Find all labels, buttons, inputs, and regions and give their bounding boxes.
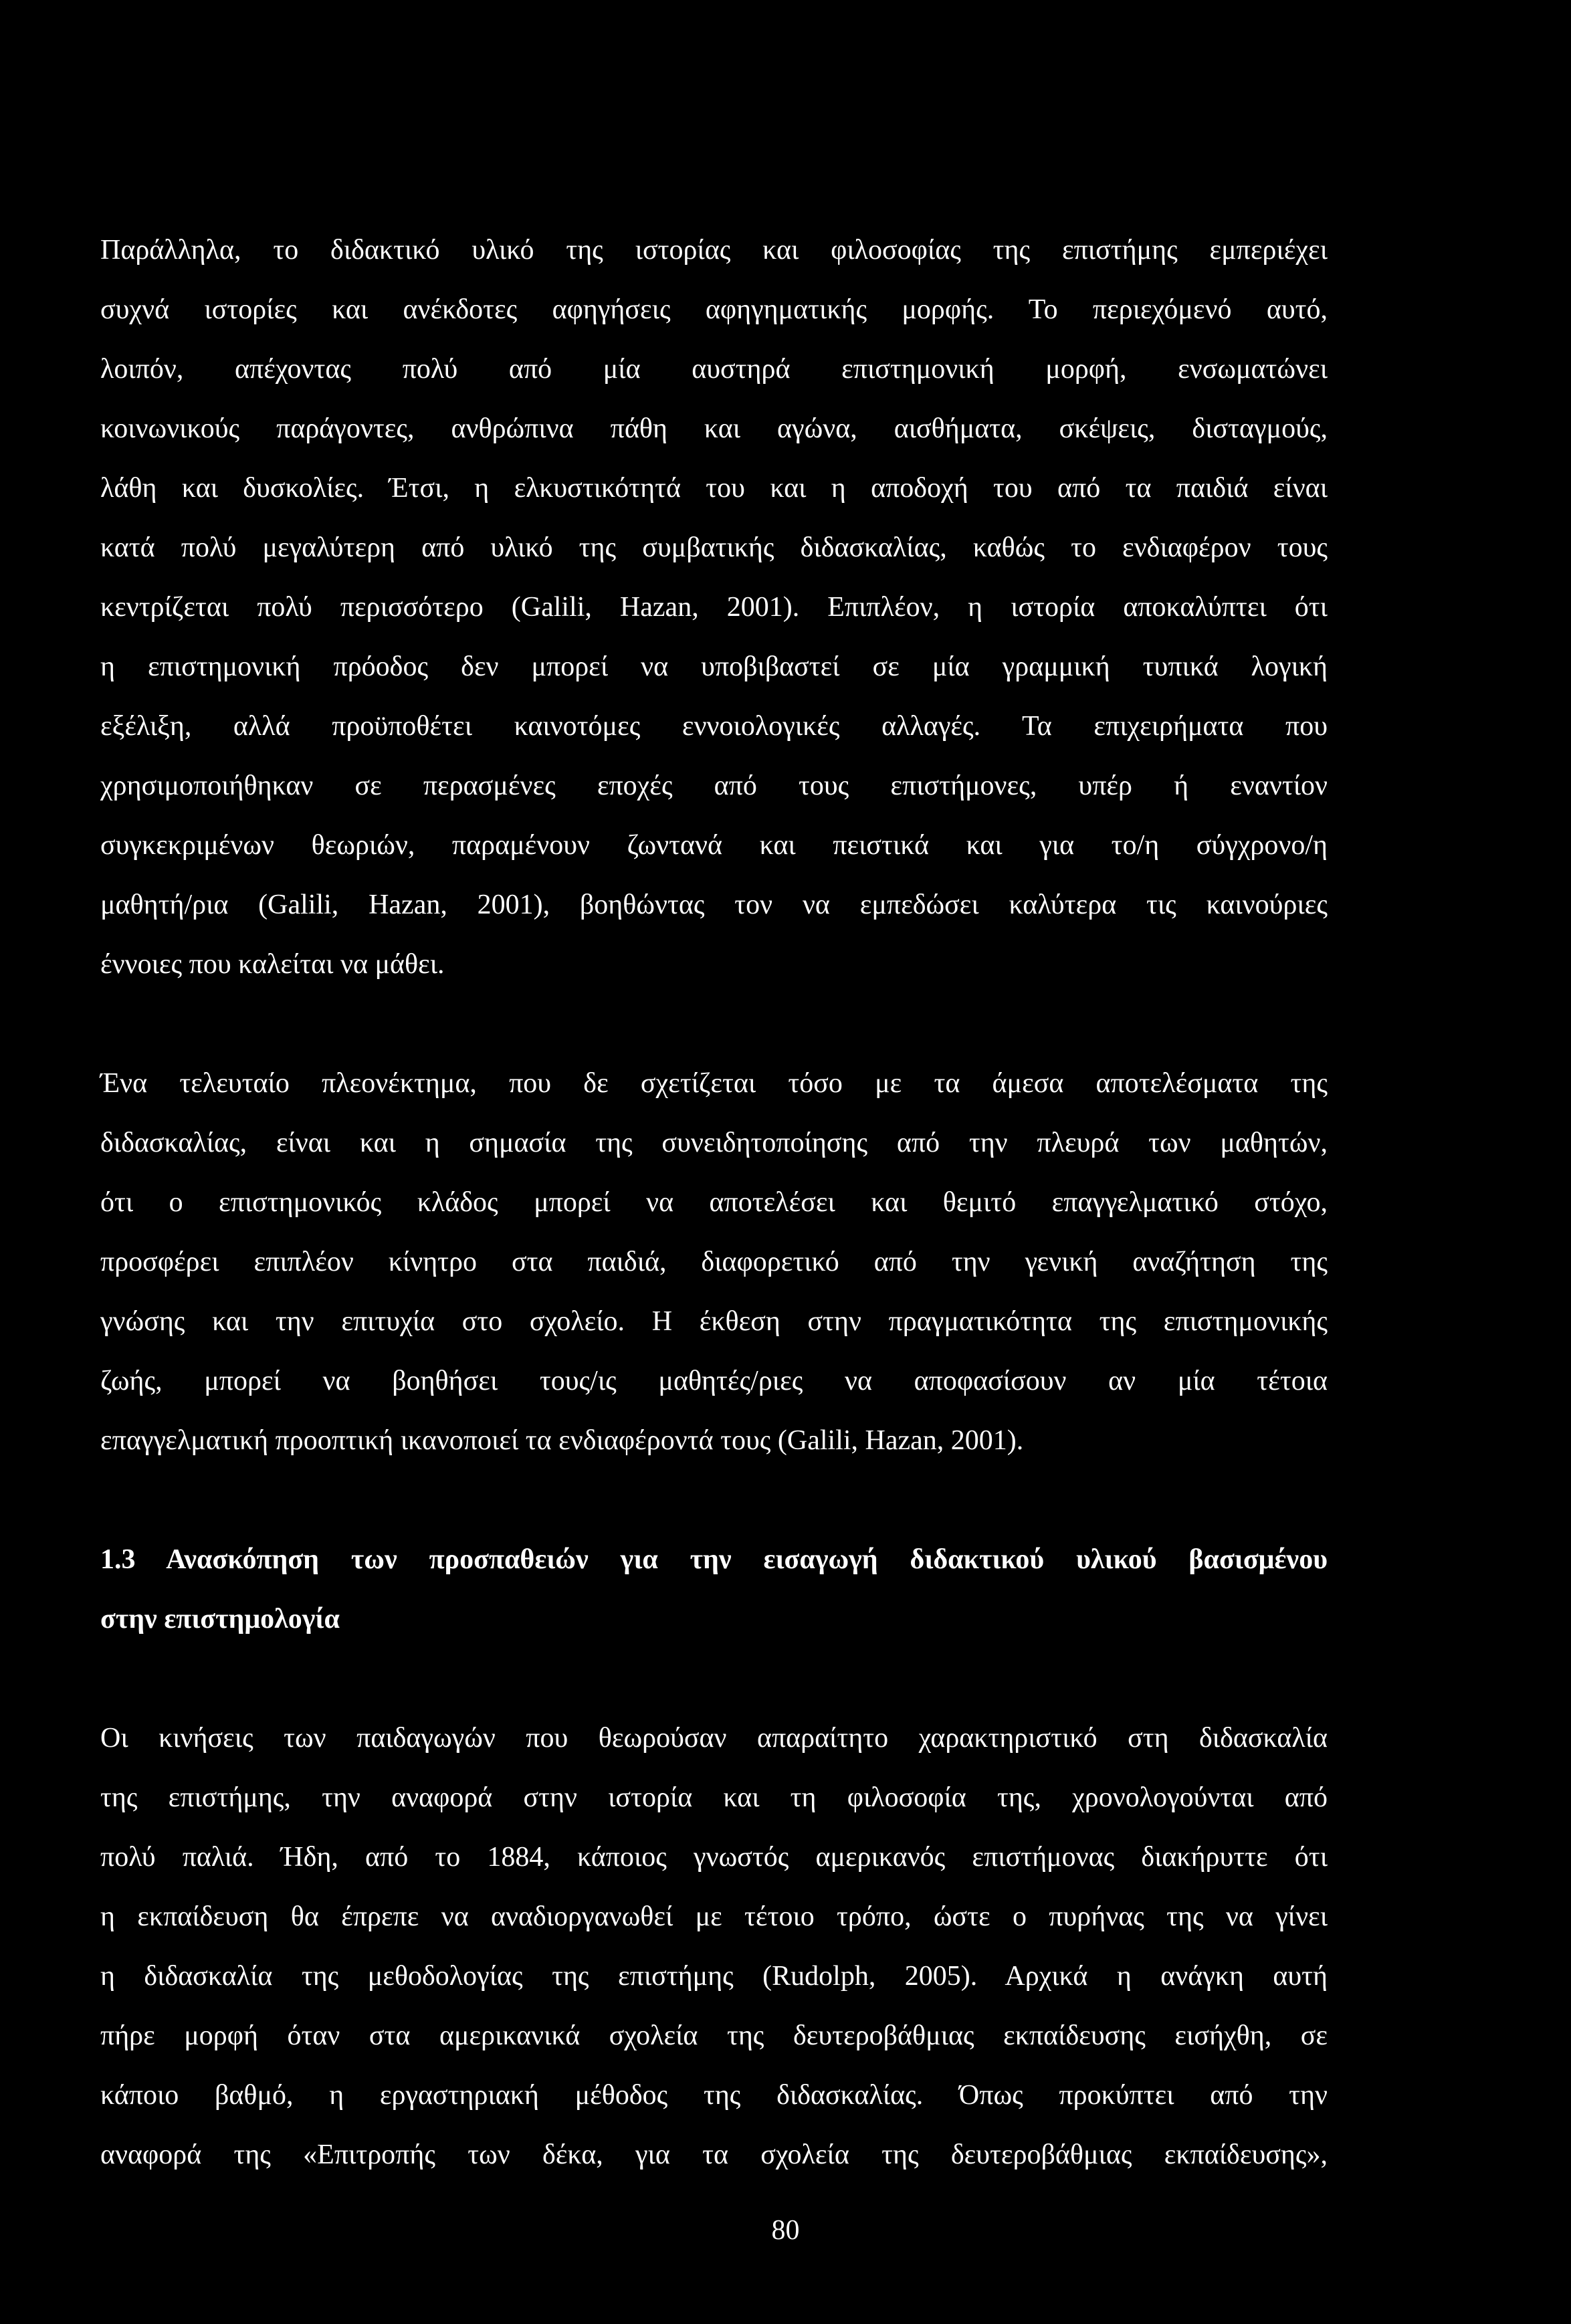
text-line: ότι ο επιστημονικός κλάδος μπορεί να αποτελέσει και θεμιτό επαγγελματικό στόχο, [100,1187,1328,1218]
text-line: μαθητή/ρια (Galili, Hazan, 2001), βοηθώντας τον να εμπεδώσει καλύτερα τις καινούριες [100,889,1328,920]
text-line: Οι κινήσεις των παιδαγωγών που θεωρούσαν απαραίτητο χαρακτηριστικό στη διδασκαλία [100,1723,1328,1754]
text-line: γνώσης και την επιτυχία στο σχολείο. Η έκθεση στην πραγματικότητα της επιστημονικής [100,1306,1328,1337]
text-line: έννοιες που καλείται να μάθει. [100,949,445,980]
text-line: συγκεκριμένων θεωριών, παραμένουν ζωντανά και πειστικά και για το/η σύγχρονο/η [100,830,1328,861]
paragraph-spacer [100,1471,1328,1530]
text-line: Ένα τελευταίο πλεονέκτημα, που δε σχετίζεται τόσο με τα άμεσα αποτελέσματα της [100,1068,1328,1099]
text-line: κατά πολύ μεγαλύτερη από υλικό της συμβατικής διδασκαλίας, καθώς το ενδιαφέρον τους [100,532,1328,563]
text-line: η εκπαίδευση θα έπρεπε να αναδιοργανωθεί με τέτοιο τρόπο, ώστε ο πυρήνας της να γίνει [100,1901,1328,1932]
text-line: κάποιο βαθμό, η εργαστηριακή μέθοδος της διδασκαλίας. Όπως προκύπτει από την [100,2080,1328,2111]
text-line: της επιστήμης, την αναφορά στην ιστορία και τη φιλοσοφία της, χρονολογούνται από [100,1782,1328,1813]
paragraph-spacer [100,1649,1328,1709]
paragraph-3 [100,1709,1328,2185]
text-line: πολύ παλιά. Ήδη, από το 1884, κάποιος γνωστός αμερικανός επιστήμονας διακήρυττε ότι [100,1842,1328,1873]
text-line: διδασκαλίας, είναι και η σημασία της συνειδητοποίησης από την πλευρά των μαθητών, [100,1128,1328,1158]
paragraph-spacer [100,994,1328,1054]
page-number: 80 [771,2215,800,2246]
text-line: Παράλληλα, το διδακτικό υλικό της ιστορίας και φιλοσοφίας της επιστήμης εμπεριέχει [100,235,1328,266]
paragraph-2 [100,1054,1328,1471]
text-line: λάθη και δυσκολίες. Έτσι, η ελκυστικότητά του και η αποδοχή του από τα παιδιά είναι [100,473,1328,504]
text-line: επαγγελματική προοπτική ικανοποιεί τα ενδιαφέροντά τους (Galili, Hazan, 2001). [100,1425,1024,1456]
text-line: κεντρίζεται πολύ περισσότερο (Galili, Hazan, 2001). Επιπλέον, η ιστορία αποκαλύπτει ότι [100,592,1328,623]
paragraph-1 [100,221,1328,994]
text-line: συχνά ιστορίες και ανέκδοτες αφηγήσεις αφηγηματικής μορφής. Το περιεχόμενό αυτό, [100,294,1328,325]
heading-line: στην επιστημολογία [100,1604,340,1634]
text-line: κοινωνικούς παράγοντες, ανθρώπινα πάθη και αγώνα, αισθήματα, σκέψεις, δισταγμούς, [100,413,1328,444]
text-line: εξέλιξη, αλλά προϋποθέτει καινοτόμες εννοιολογικές αλλαγές. Τα επιχειρήματα που [100,711,1328,742]
text-line: η επιστημονική πρόοδος δεν μπορεί να υποβιβαστεί σε μία γραμμική τυπικά λογική [100,651,1328,682]
text-line: λοιπόν, απέχοντας πολύ από μία αυστηρά επιστημονική μορφή, ενσωματώνει [100,354,1328,385]
text-line: αναφορά της «Επιτροπής των δέκα, για τα σχολεία της δευτεροβάθμιας εκπαίδευσης», [100,2139,1328,2170]
text-line: χρησιμοποιήθηκαν σε περασμένες εποχές από τους επιστήμονες, υπέρ ή εναντίον [100,770,1328,801]
text-line: προσφέρει επιπλέον κίνητρο στα παιδιά, διαφορετικό από την γενική αναζήτηση της [100,1247,1328,1277]
section-heading [100,1530,1328,1649]
text-line: ζωής, μπορεί να βοηθήσει τους/ις μαθητές/ριες να αποφασίσουν αν μία τέτοια [100,1366,1328,1396]
text-line: πήρε μορφή όταν στα αμερικανικά σχολεία της δευτεροβάθμιας εκπαίδευσης εισήχθη, σε [100,2020,1328,2051]
document-page [100,221,1328,2185]
heading-line: 1.3 Ανασκόπηση των προσπαθειών για την εισαγωγή διδακτικού υλικού βασισμένου [100,1544,1328,1575]
text-line: η διδασκαλία της μεθοδολογίας της επιστήμης (Rudolph, 2005). Αρχικά η ανάγκη αυτή [100,1961,1328,1992]
